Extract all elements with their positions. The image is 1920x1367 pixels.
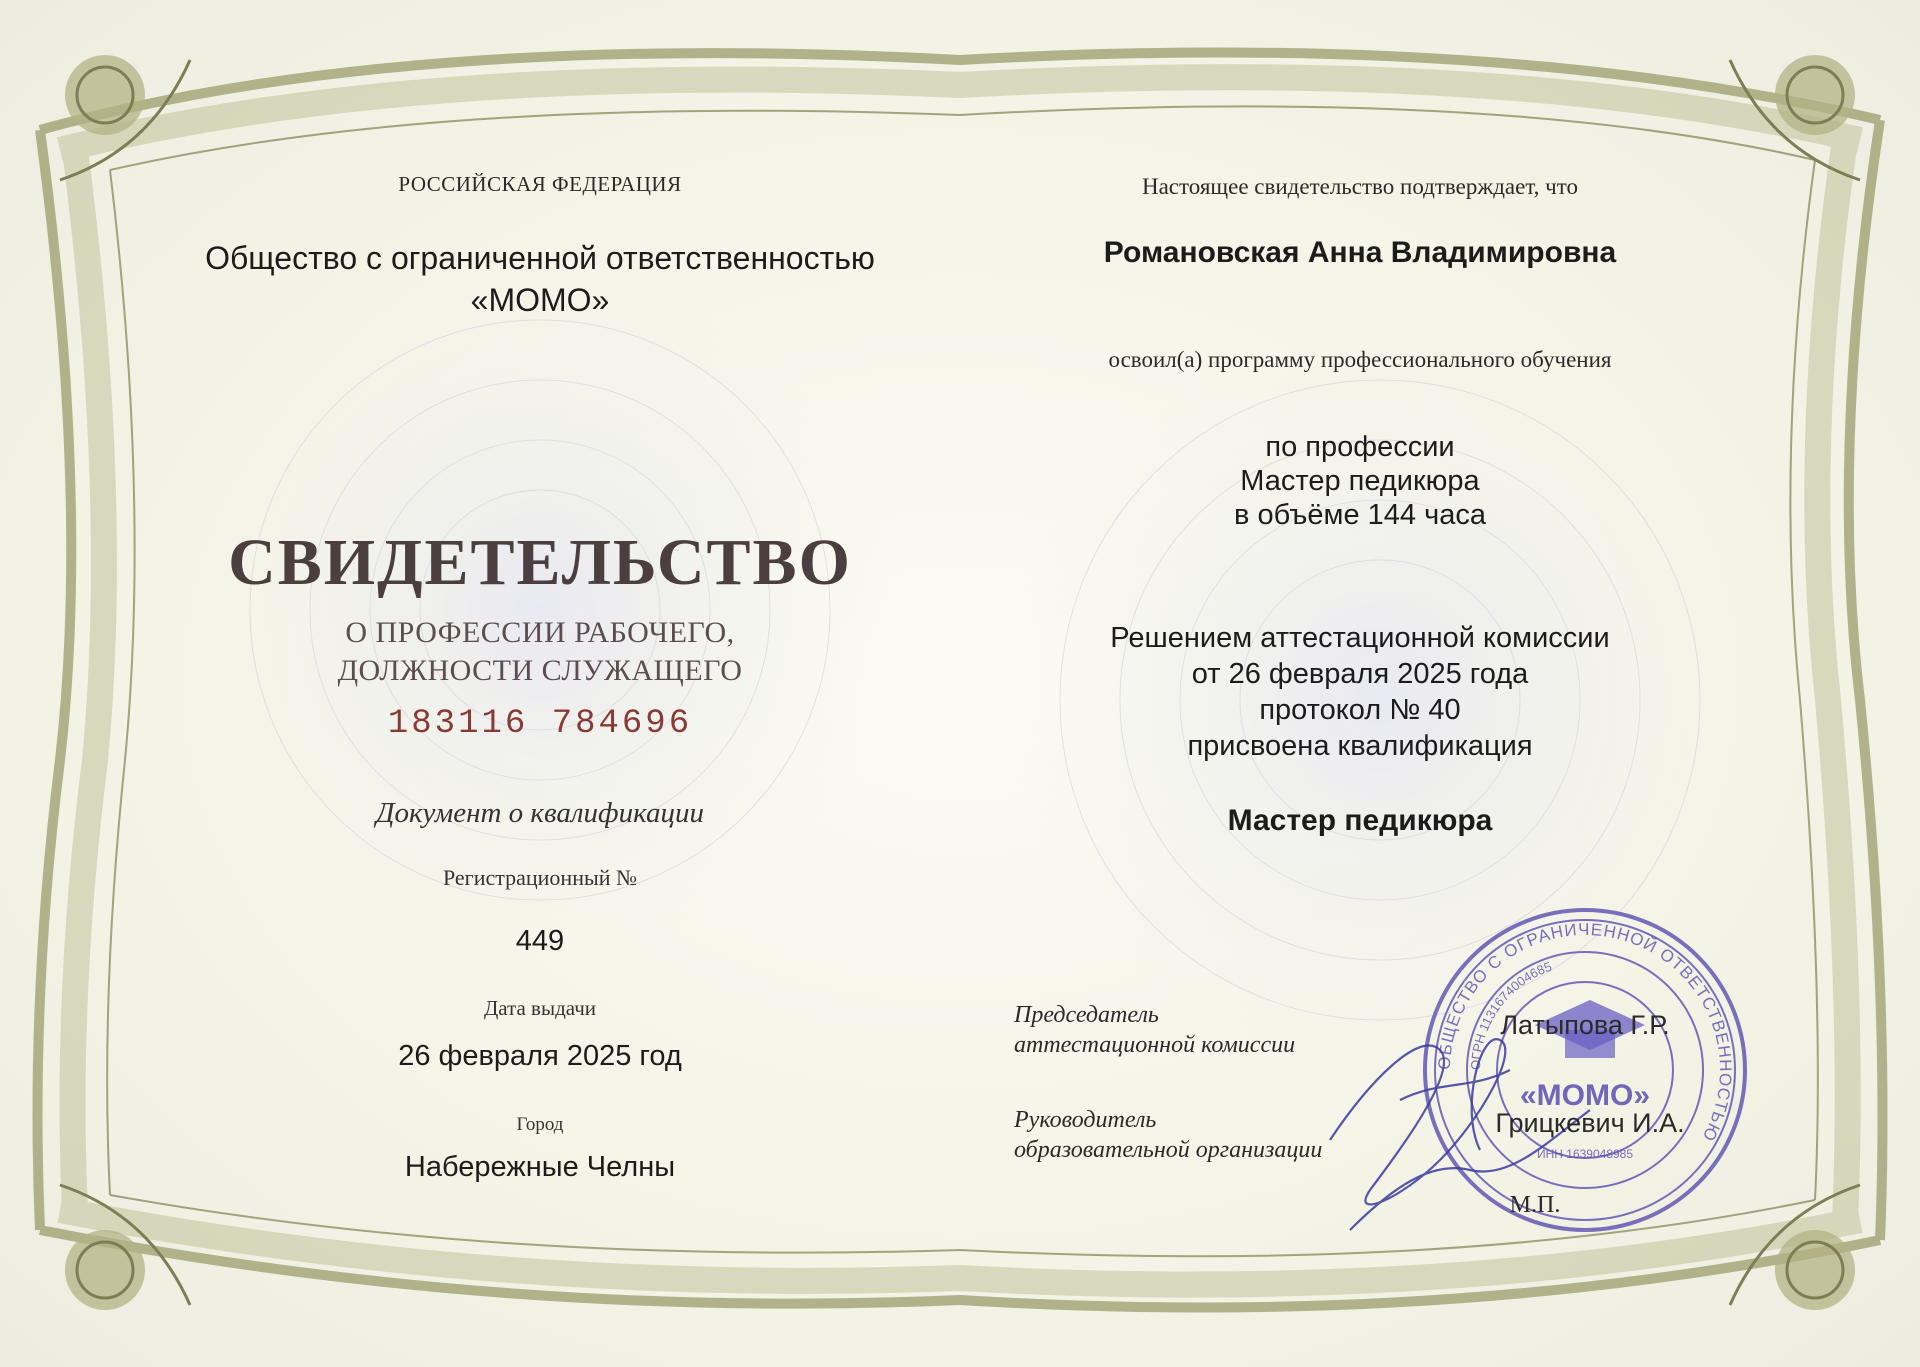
decision-line-2: от 26 февраля 2025 года bbox=[1191, 658, 1529, 690]
holder-name: Романовская Анна Владимировна bbox=[1103, 236, 1617, 269]
commission-decision bbox=[1070, 620, 1650, 764]
decision-line-3: протокол № 40 bbox=[1259, 694, 1461, 726]
head-role-line-2: образовательной организации bbox=[1014, 1137, 1323, 1163]
stamp-ogrn: ОГРН 1131674004685 bbox=[1467, 958, 1554, 1071]
seal-place-label: М.П. bbox=[1509, 1192, 1561, 1218]
program-statement: освоил(а) программу профессионального обучения bbox=[1108, 347, 1612, 372]
decision-line-1: Решением аттестационной комиссии bbox=[1110, 622, 1610, 654]
issue-date: 26 февраля 2025 год bbox=[398, 1040, 682, 1072]
qualification: Мастер педикюра bbox=[1227, 804, 1493, 837]
organization-line-2: «МОМО» bbox=[470, 282, 610, 318]
organization-name bbox=[180, 237, 900, 321]
document-subtitle bbox=[250, 614, 830, 690]
chair-role-line-2: аттестационной комиссии bbox=[1014, 1032, 1296, 1058]
stamp-center-text: «МОМО» bbox=[1519, 1079, 1651, 1112]
head-name: Грицкевич И.А. bbox=[1495, 1108, 1685, 1138]
city-label: Город bbox=[516, 1114, 564, 1135]
head-role-line-1: Руководитель bbox=[1014, 1107, 1157, 1133]
country-heading: РОССИЙСКАЯ ФЕДЕРАЦИЯ bbox=[398, 172, 682, 196]
stamp-inn: ИНН 1639048985 bbox=[1536, 1147, 1634, 1161]
registration-number: 449 bbox=[515, 925, 565, 957]
document-title: СВИДЕТЕЛЬСТВО bbox=[228, 526, 852, 599]
profession-line-1: по профессии bbox=[1265, 431, 1455, 463]
profession-line-3: в объёме 144 часа bbox=[1234, 499, 1486, 531]
confirmation-text: Настоящее свидетельство подтверждает, что bbox=[1141, 174, 1578, 199]
serial-number: 183116 784696 bbox=[387, 705, 693, 743]
document-type: Документ о квалификации bbox=[376, 797, 704, 829]
registration-label: Регистрационный № bbox=[442, 865, 638, 890]
profession-line-2: Мастер педикюра bbox=[1240, 465, 1480, 497]
city: Набережные Челны bbox=[404, 1151, 676, 1183]
subtitle-line-1: О ПРОФЕССИИ РАБОЧЕГО, bbox=[345, 616, 735, 649]
issue-date-label: Дата выдачи bbox=[483, 996, 597, 1020]
stamp-ring-text: ОБЩЕСТВО С ОГРАНИЧЕННОЙ ОТВЕТСТВЕННОСТЬЮ bbox=[1434, 919, 1736, 1145]
chair-role-line-1: Председатель bbox=[1014, 1002, 1159, 1028]
organization-line-1: Общество с ограниченной ответственностью bbox=[205, 240, 875, 276]
chair-name: Латыпова Г.Р. bbox=[1500, 1010, 1670, 1040]
profession-block bbox=[1120, 430, 1600, 532]
decision-line-4: присвоена квалификация bbox=[1187, 730, 1533, 762]
subtitle-line-2: ДОЛЖНОСТИ СЛУЖАЩЕГО bbox=[337, 654, 743, 687]
